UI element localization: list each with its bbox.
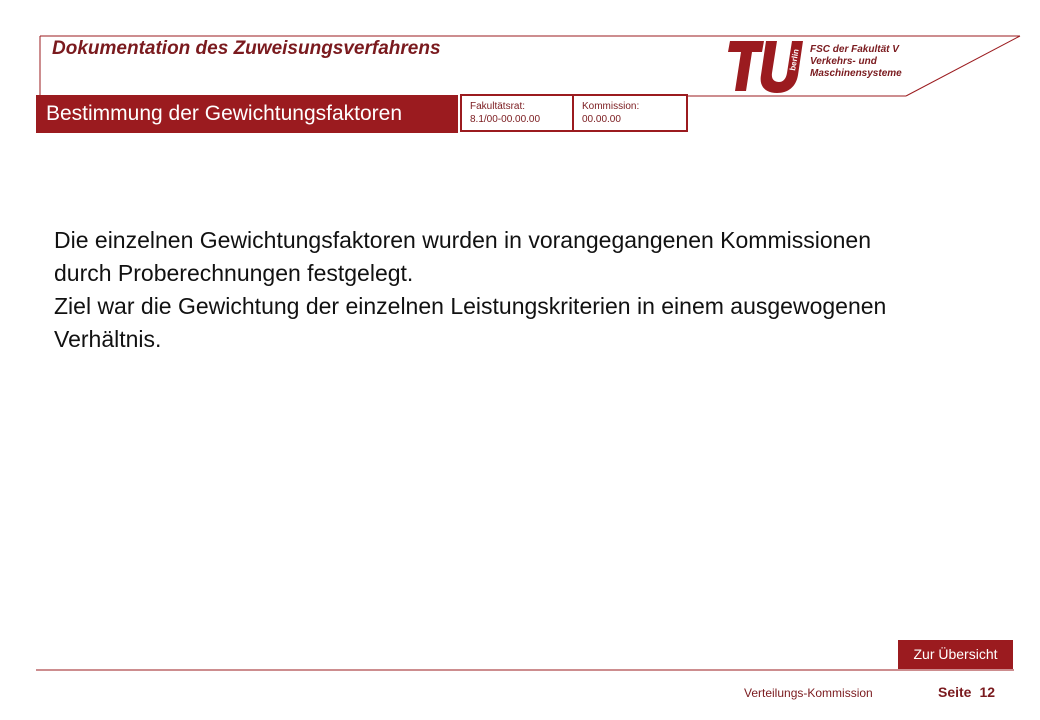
institution-line-2: Verkehrs- und [810, 56, 877, 67]
overview-button[interactable]: Zur Übersicht [898, 640, 1013, 669]
footer-committee: Verteilungs-Kommission [744, 686, 873, 700]
body-paragraph-1: Die einzelnen Gewichtungsfaktoren wurden in vorangegangenen Kommissionen durch Proberechnungen festgelegt. [54, 227, 872, 286]
faculty-council-box [460, 94, 574, 132]
document-title: Dokumentation des Zuweisungsverfahrens [52, 38, 441, 59]
institution-line-1: FSC der Fakultät V [810, 44, 899, 55]
commission-label: Kommission: [582, 101, 640, 112]
faculty-council-value: 8.1/00-00.00.00 [470, 114, 541, 125]
section-title: Bestimmung der Gewichtungsfaktoren [36, 95, 458, 133]
body-paragraph-2: Ziel war die Gewichtung der einzelnen Leistungskriterien in einem ausgewogenen Verhältnis. [54, 293, 887, 352]
institution-line-3: Maschinensysteme [810, 68, 902, 79]
page-number: 12 [979, 684, 996, 700]
faculty-council-label: Fakultätsrat: [470, 101, 526, 112]
logo-tagline: berlin [788, 48, 801, 72]
institution-name [810, 44, 902, 80]
commission-value: 00.00.00 [582, 114, 621, 125]
page-label: Seite [938, 684, 972, 700]
slide-body [54, 224, 914, 356]
commission-box [572, 94, 688, 132]
tu-berlin-logo [726, 37, 806, 95]
page-indicator [938, 684, 995, 700]
